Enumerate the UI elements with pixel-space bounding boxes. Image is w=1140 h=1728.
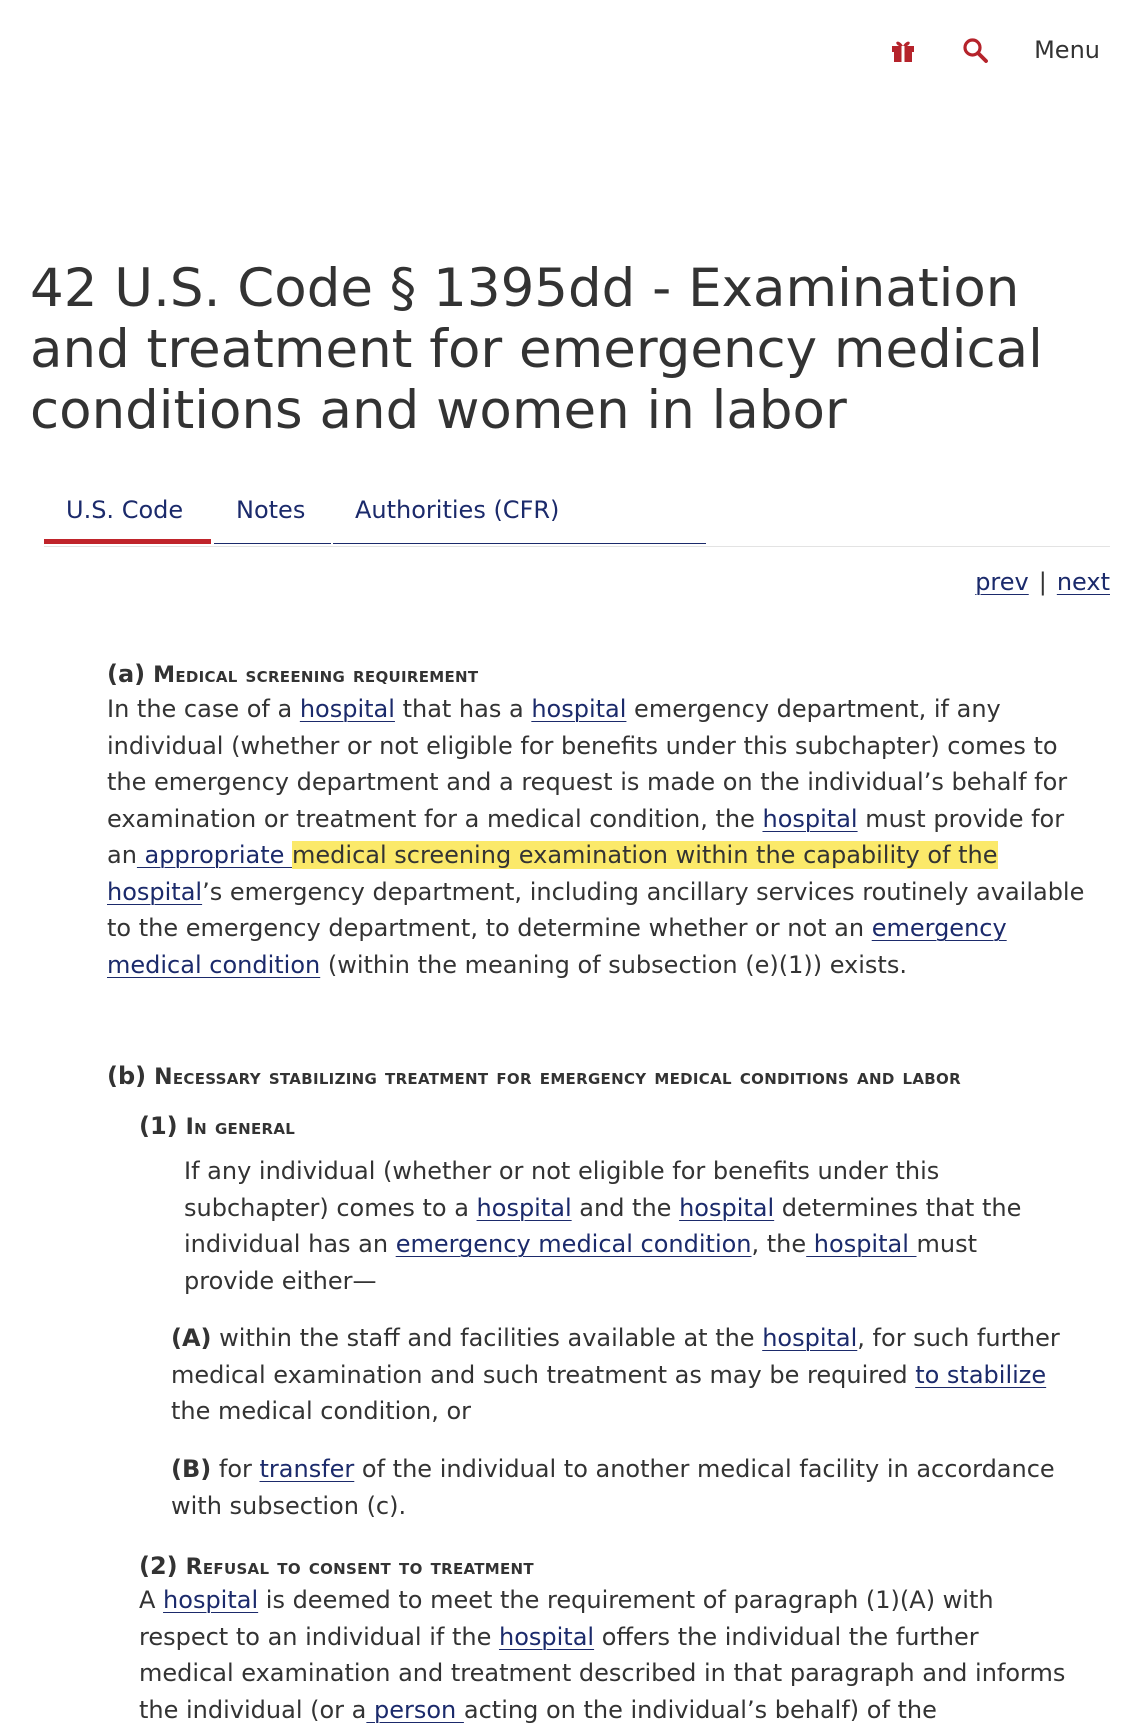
prev-link[interactable]: prev: [975, 568, 1029, 596]
text-run: ’s emergency department, including ancillary services routinely available to the emergency department, to determine whether or not an: [107, 877, 1085, 942]
transfer-link[interactable]: transfer: [259, 1455, 355, 1483]
text-run: offers the individual the further medical examination and treatment described in that paragraph and informs the individual (or a: [139, 1622, 1066, 1724]
section-b2-title: Refusal to consent to treatment: [185, 1555, 534, 1580]
text-run: , the: [751, 1230, 807, 1258]
text-run: determines that the individual has an: [184, 1193, 1022, 1258]
hospital-link[interactable]: hospital: [806, 1230, 917, 1258]
appropriate-link[interactable]: appropriate: [136, 841, 293, 869]
text-run: A: [139, 1586, 164, 1614]
section-b2-text: [139, 1582, 1079, 1728]
section-b2-number: (2): [139, 1552, 178, 1580]
text-run: of the individual to another medical facility in accordance with subsection (c).: [171, 1455, 1055, 1520]
text-run: for: [211, 1455, 260, 1483]
gift-icon[interactable]: [890, 37, 916, 63]
top-bar: [890, 36, 1100, 64]
search-icon[interactable]: [962, 37, 988, 63]
section-b-heading: [107, 1062, 961, 1090]
tab-us-code[interactable]: U.S. Code: [44, 488, 211, 544]
text-run: emergency department, if any individual (whether or not eligible for benefits under this subchapter) comes to the emergency department and a request is made on the individual’s behalf for examination or treatment for a medical condition, the: [107, 695, 1068, 833]
section-a-text: [107, 691, 1097, 983]
section-b1-A-text: [171, 1320, 1071, 1430]
tab-authorities-cfr[interactable]: Authorities (CFR): [333, 488, 706, 544]
hospital-link[interactable]: hospital: [498, 1622, 595, 1651]
hospital-link[interactable]: hospital: [762, 804, 858, 833]
pager: [975, 568, 1110, 596]
section-b1-heading: [139, 1112, 295, 1140]
item-B-label: (B): [171, 1455, 212, 1483]
section-a-number: (a): [107, 660, 146, 688]
section-b1-B-text: [171, 1451, 1071, 1524]
page-title: 42 U.S. Code § 1395dd - Examination and treatment for emergency medical conditions and women in labor: [30, 258, 1043, 441]
next-link[interactable]: next: [1056, 568, 1110, 596]
tab-notes[interactable]: Notes: [214, 488, 331, 544]
text-run: within the staff and facilities available at the: [211, 1324, 763, 1352]
person-link[interactable]: person: [366, 1695, 464, 1724]
text-run: If any individual (whether or not eligible for benefits under this subchapter) comes to a: [184, 1157, 940, 1222]
emergency-medical-condition-link[interactable]: emergency medical condition: [395, 1230, 752, 1258]
hospital-link[interactable]: hospital: [163, 1586, 259, 1614]
text-run: is deemed to meet the requirement of paragraph (1)(A) with respect to an individual if the: [139, 1586, 994, 1651]
section-b1-text: [184, 1153, 1064, 1299]
highlighted-text: medical screening examination within the capability of the: [292, 841, 998, 869]
text-run: that has a: [394, 695, 532, 723]
hospital-link[interactable]: hospital: [679, 1193, 775, 1222]
pager-separator: |: [1038, 568, 1047, 596]
section-a-title: Medical screening requirement: [153, 663, 479, 688]
tab-bar: [44, 488, 1110, 547]
text-run: In the case of a: [107, 695, 300, 723]
text-run: , for such further medical examination and such treatment as may be required: [171, 1324, 1060, 1389]
section-b-number: (b): [107, 1062, 147, 1090]
text-run: and the: [571, 1193, 680, 1222]
menu-button[interactable]: Menu: [1034, 36, 1100, 64]
hospital-link[interactable]: hospital: [107, 877, 203, 906]
hospital-link[interactable]: hospital: [476, 1193, 572, 1222]
hospital-link[interactable]: hospital: [299, 695, 395, 723]
text-run: must provide either—: [184, 1230, 978, 1295]
section-b1-number: (1): [139, 1112, 178, 1140]
to-stabilize-link[interactable]: to stabilize: [915, 1360, 1047, 1389]
emergency-medical-condition-link[interactable]: emergency medical condition: [107, 914, 1007, 979]
item-A-label: (A): [171, 1324, 212, 1352]
section-a-heading: [107, 660, 478, 688]
text-run: the medical condition, or: [171, 1397, 472, 1425]
hospital-link[interactable]: hospital: [531, 695, 627, 723]
text-run: must provide for an: [107, 804, 1065, 869]
section-b-title: Necessary stabilizing treatment for emergency medical conditions and labor: [154, 1065, 961, 1090]
section-b1-title: In general: [185, 1115, 296, 1140]
text-run: acting on the individual’s behalf) of the: [463, 1695, 937, 1724]
hospital-link[interactable]: hospital: [762, 1324, 858, 1352]
section-b2-heading: [139, 1552, 534, 1580]
text-run: (within the meaning of subsection (e)(1)) exists.: [320, 950, 907, 979]
